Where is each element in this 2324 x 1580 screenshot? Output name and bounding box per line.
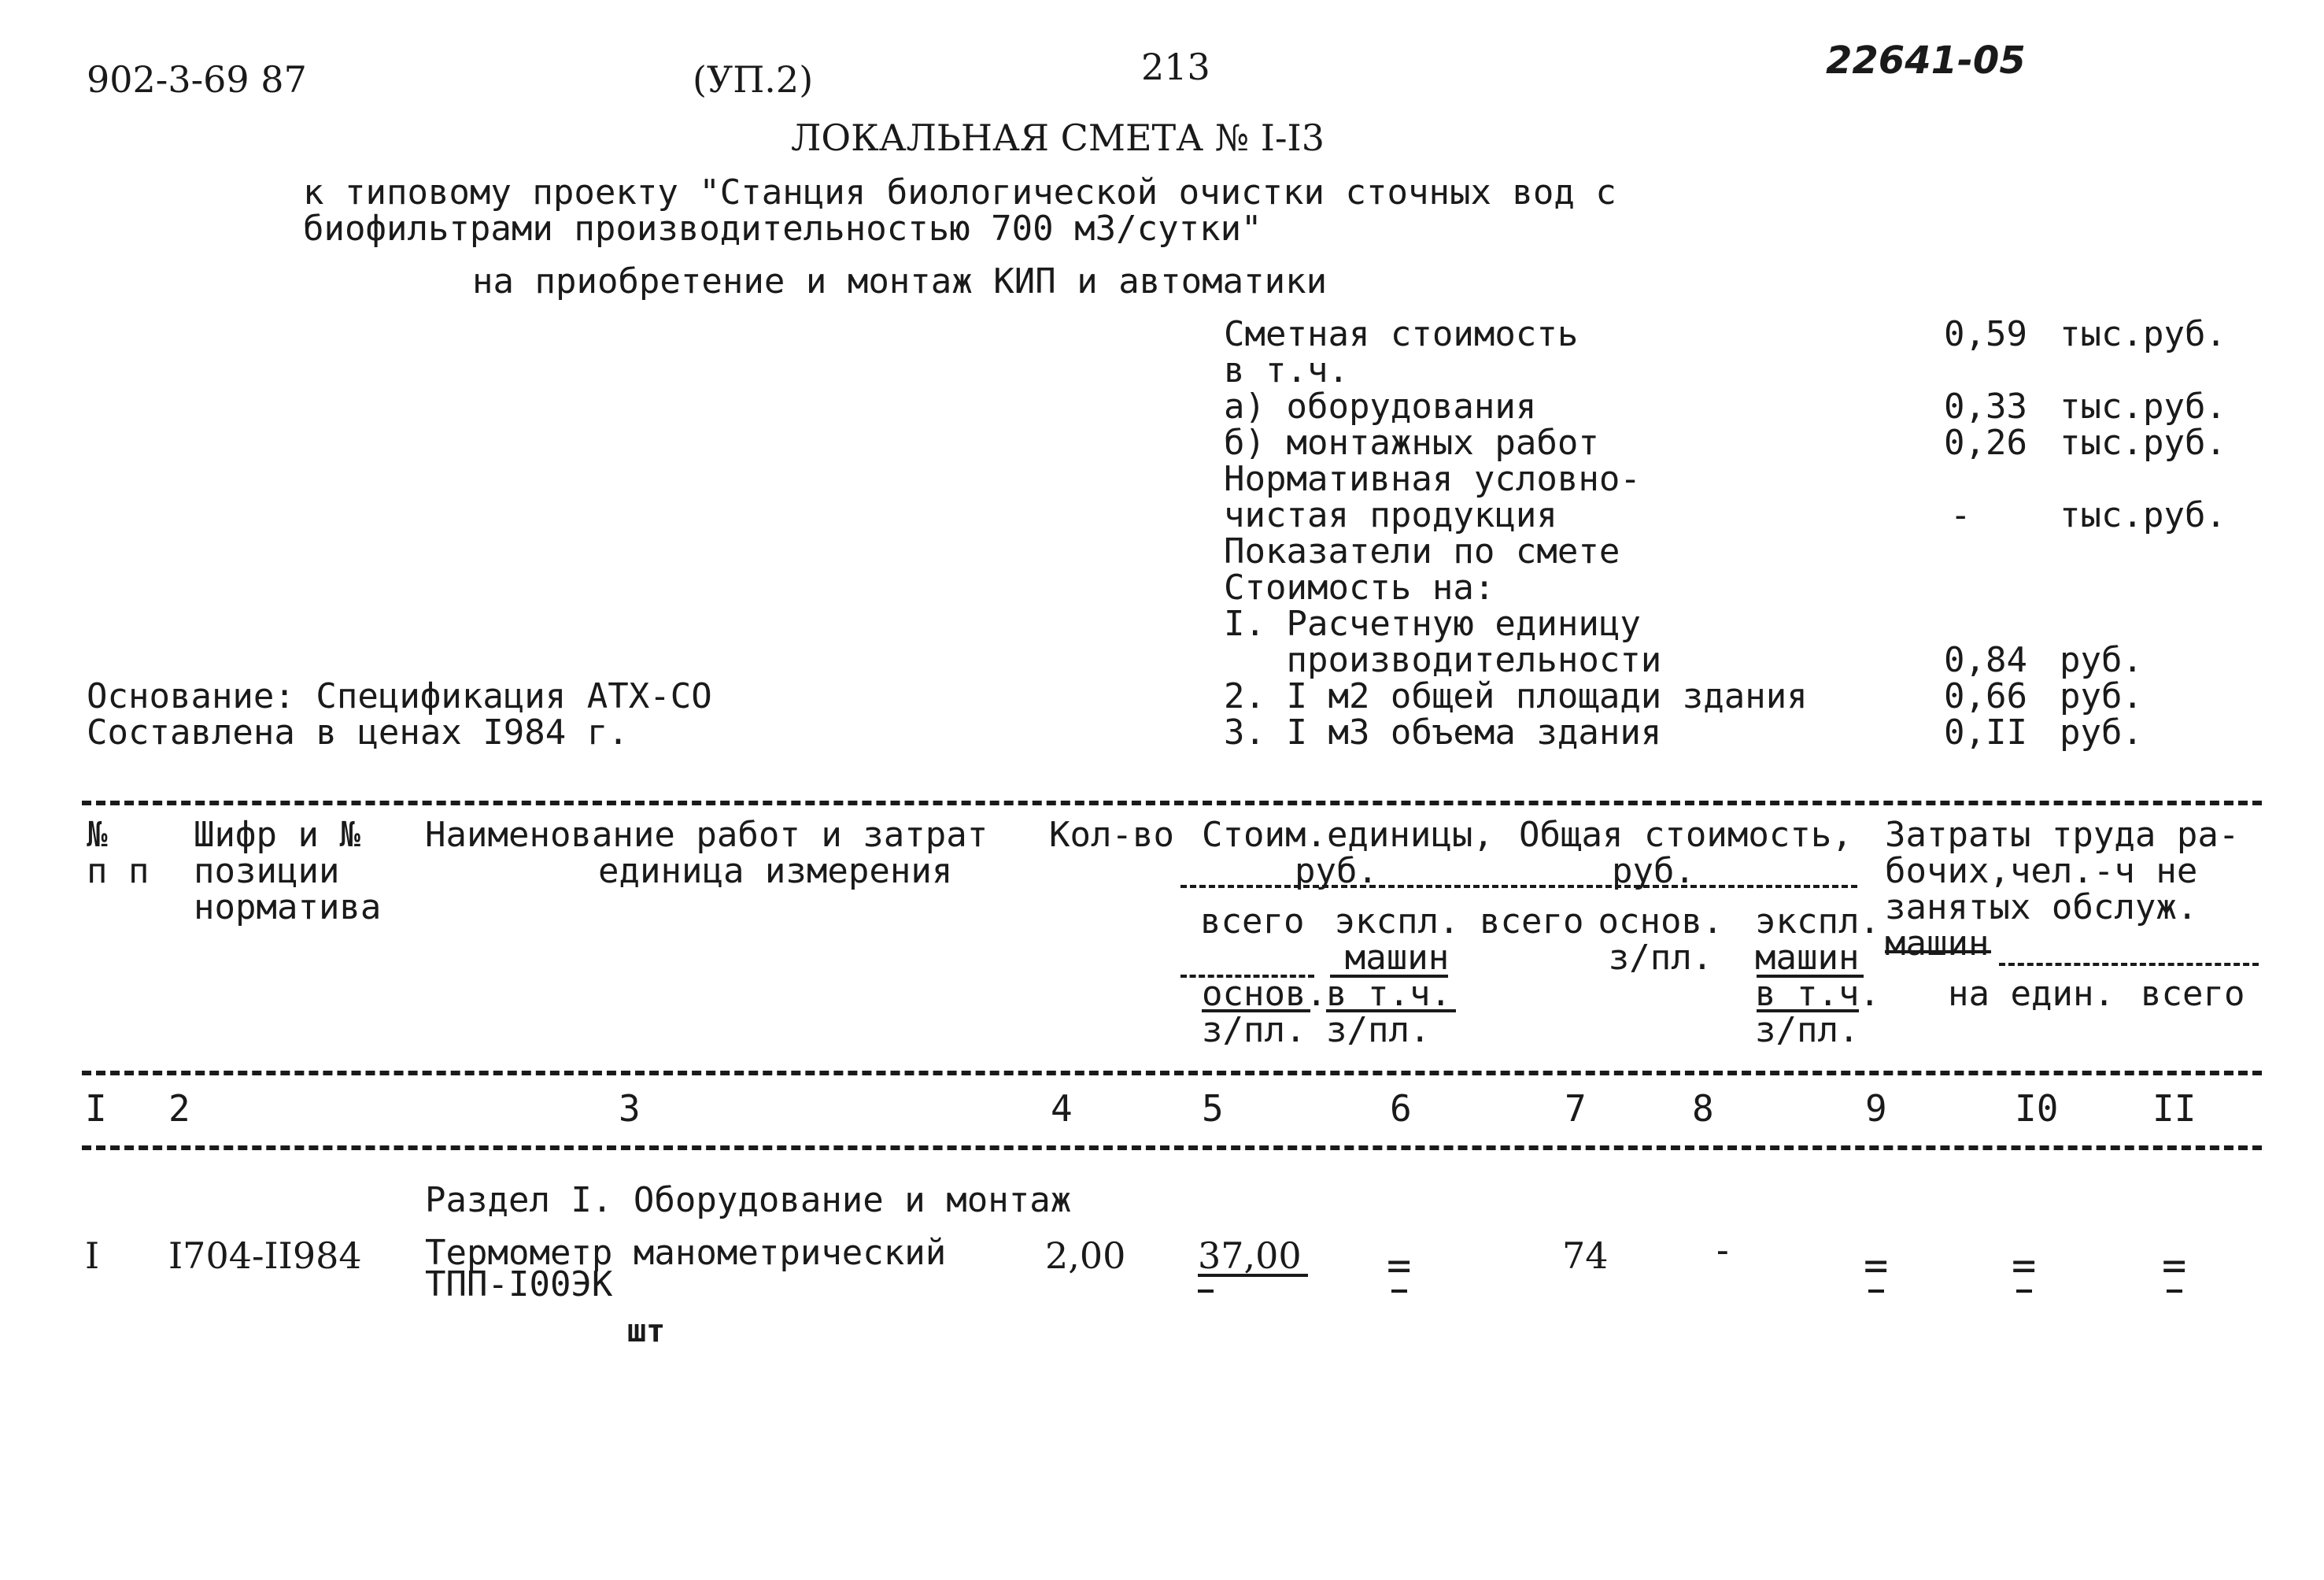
summary-label: б) монтажных работ bbox=[1224, 423, 1599, 463]
summary-value: 0,66 bbox=[1944, 676, 2027, 716]
summary-unit: руб. bbox=[2060, 640, 2143, 680]
header-col-3a: Наименование работ и затрат bbox=[425, 815, 988, 855]
header-vtch-2: в т.ч. з/пл. bbox=[1755, 974, 1880, 1050]
column-number: 7 bbox=[1565, 1087, 1587, 1130]
summary-label: 2. I м2 общей площади здания bbox=[1224, 676, 1808, 716]
summary-label: Нормативная условно- bbox=[1224, 459, 1641, 499]
document-part: (УП.2) bbox=[693, 58, 814, 101]
header-col-4: Кол-во bbox=[1049, 815, 1174, 855]
row-labor-total: = bbox=[2162, 1242, 2187, 1290]
header-vtch-1: в т.ч. з/пл. bbox=[1326, 974, 1451, 1050]
header-total-cost: Общая стоимость, bbox=[1519, 815, 1853, 855]
summary-label: Стоимость на: bbox=[1224, 568, 1495, 608]
column-number: 9 bbox=[1865, 1087, 1887, 1130]
summary-label: Сметная стоимость bbox=[1224, 314, 1579, 354]
section-title: Раздел I. Оборудование и монтаж bbox=[425, 1180, 1072, 1220]
row-code: I704-II984 bbox=[168, 1234, 362, 1277]
summary-value: 0,33 bbox=[1944, 387, 2027, 427]
column-number: 4 bbox=[1051, 1087, 1073, 1130]
header-osnov-zp-2: основ. з/пл. bbox=[1598, 901, 1724, 978]
table-header-bottom-rule bbox=[82, 1071, 2262, 1075]
column-number: 3 bbox=[619, 1087, 641, 1130]
row-total-ekspl: = bbox=[1864, 1242, 1889, 1290]
column-number: I0 bbox=[2015, 1087, 2059, 1130]
handwritten-number: 22641-05 bbox=[1826, 39, 2026, 83]
row-labor-unit-dash bbox=[2016, 1290, 2032, 1293]
header-ekspl-1: экспл. машин bbox=[1334, 901, 1460, 978]
header-col-1: № п п bbox=[87, 815, 150, 891]
summary-unit: тыс.руб. bbox=[2060, 314, 2226, 354]
row-name: Термометр манометрический ТПП-I00ЭК bbox=[425, 1233, 947, 1304]
row-total-ekspl-dash bbox=[1868, 1290, 1884, 1293]
row-qty: 2,00 bbox=[1045, 1234, 1126, 1277]
summary-label: I. Расчетную единицу bbox=[1224, 604, 1641, 644]
row-unit-cost: 37,00 bbox=[1198, 1234, 1302, 1277]
title-line-2: биофильтрами производительностью 700 м3/сутки" bbox=[303, 209, 1262, 249]
row-number: I bbox=[85, 1234, 100, 1277]
summary-value: 0,59 bbox=[1944, 314, 2027, 354]
header-vtch-2-underline bbox=[1757, 1009, 1859, 1012]
header-labor: Затраты труда ра- бочих,чел.-ч не занятых обслуж. машин bbox=[1885, 815, 2240, 964]
header-unit-cost: Стоим.единицы, bbox=[1202, 815, 1494, 855]
header-osnov-zp-1: основ. з/пл. bbox=[1202, 974, 1327, 1050]
column-numbers-rule bbox=[82, 1145, 2262, 1150]
page-title: ЛОКАЛЬНАЯ СМЕТА № I-I3 bbox=[791, 117, 1325, 159]
summary-label: Показатели по смете bbox=[1224, 531, 1620, 572]
row-total: 74 bbox=[1562, 1234, 1609, 1277]
column-number: I bbox=[85, 1087, 107, 1130]
row-unit-cost-underline bbox=[1198, 1274, 1308, 1277]
row-labor-unit: = bbox=[2012, 1242, 2037, 1290]
summary-unit: руб. bbox=[2060, 676, 2143, 716]
row-unit: шт bbox=[627, 1313, 666, 1349]
title-line-3: на приобретение и монтаж КИП и автоматики bbox=[472, 261, 1328, 302]
column-number: II bbox=[2152, 1087, 2197, 1130]
basis-line-2: Составлена в ценах I984 г. bbox=[87, 712, 629, 753]
row-unit-ekspl-dash bbox=[1391, 1290, 1407, 1293]
column-number: 2 bbox=[168, 1087, 190, 1130]
row-total-osnov: - bbox=[1712, 1229, 1734, 1271]
header-vsego-3: всего bbox=[2141, 974, 2245, 1014]
header-unit-cost-rub: руб. bbox=[1295, 851, 1378, 891]
basis-line-1: Основание: Спецификация АТХ-СО bbox=[87, 676, 712, 716]
header-total-cost-rub: руб. bbox=[1612, 851, 1695, 891]
summary-unit: тыс.руб. bbox=[2060, 495, 2226, 535]
summary-value: 0,II bbox=[1944, 712, 2027, 753]
summary-value: 0,26 bbox=[1944, 423, 2027, 463]
header-na-edin: на един. bbox=[1948, 974, 2115, 1014]
header-sub-rule bbox=[1180, 885, 1857, 888]
column-number: 6 bbox=[1390, 1087, 1412, 1130]
summary-value: 0,84 bbox=[1944, 640, 2027, 680]
header-labor-underline bbox=[1885, 950, 1991, 953]
summary-label: а) оборудования bbox=[1224, 387, 1537, 427]
header-vsego-1: всего bbox=[1200, 901, 1305, 942]
summary-unit: тыс.руб. bbox=[2060, 387, 2226, 427]
header-col-2: Шифр и № позиции норматива bbox=[194, 815, 382, 927]
summary-label: в т.ч. bbox=[1224, 350, 1349, 390]
column-number: 8 bbox=[1692, 1087, 1714, 1130]
header-vsego-2: всего bbox=[1480, 901, 1584, 942]
header-osnov-zp-1-underline bbox=[1202, 1009, 1310, 1012]
table-top-rule bbox=[82, 801, 2262, 805]
row-unit-ekspl: = bbox=[1387, 1242, 1412, 1290]
summary-label: чистая продукция bbox=[1224, 495, 1557, 535]
column-number: 5 bbox=[1202, 1087, 1224, 1130]
summary-label: производительности bbox=[1224, 640, 1662, 680]
document-code: 902-3-69 87 bbox=[87, 58, 307, 101]
row-osnov-dash bbox=[1198, 1290, 1214, 1293]
summary-value: - bbox=[1950, 495, 1971, 535]
summary-label: 3. I м3 объема здания bbox=[1224, 712, 1662, 753]
header-vtch-1-underline bbox=[1326, 1009, 1456, 1012]
summary-unit: руб. bbox=[2060, 712, 2143, 753]
header-col-3b: единица измерения bbox=[598, 851, 953, 891]
row-labor-total-dash bbox=[2167, 1290, 2182, 1293]
header-ekspl-2: экспл. машин bbox=[1755, 901, 1880, 978]
header-labor-rule bbox=[1999, 963, 2259, 966]
title-line-1: к типовому проекту "Станция биологической очистки сточных вод с bbox=[303, 172, 1616, 213]
page-number: 213 bbox=[1141, 46, 1210, 88]
summary-unit: тыс.руб. bbox=[2060, 423, 2226, 463]
